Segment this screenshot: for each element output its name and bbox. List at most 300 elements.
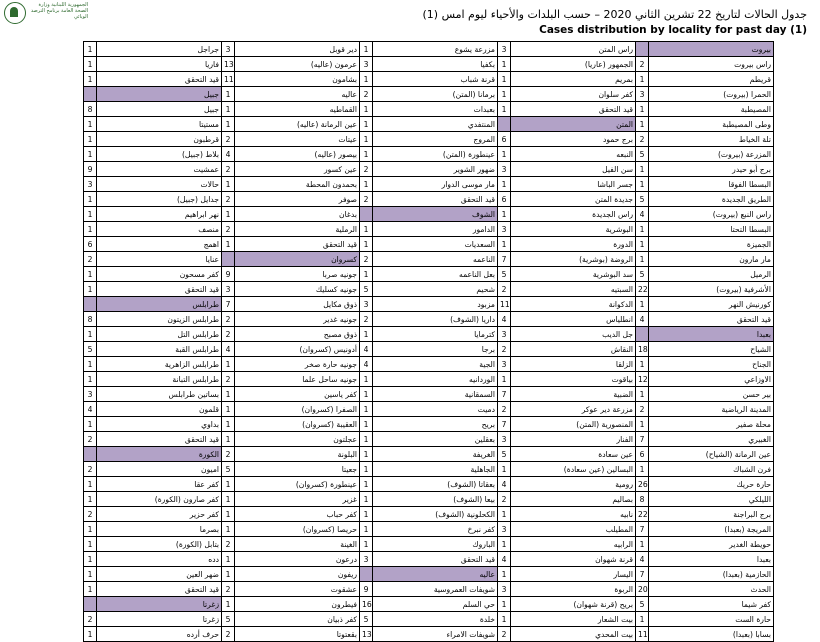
locality-name: الليلكي — [649, 492, 774, 507]
locality-name: قيد التحقق — [511, 102, 636, 117]
table-row — [84, 507, 774, 522]
case-count: 3 — [636, 87, 649, 102]
case-count: 3 — [222, 42, 235, 57]
locality-name: برج أبو حيدر — [649, 162, 774, 177]
case-count: 1 — [222, 387, 235, 402]
locality-name: الجاهلية — [373, 462, 498, 477]
case-count: 3 — [498, 357, 511, 372]
locality-name: الحمرا (بيروت) — [649, 87, 774, 102]
locality-name: بيت الشعار — [511, 612, 636, 627]
locality-name: جبيل — [97, 102, 222, 117]
case-count: 1 — [636, 417, 649, 432]
case-count: 1 — [636, 252, 649, 267]
case-count: 9 — [360, 582, 373, 597]
logo-text: الجمهورية اللبنانية وزارة الصحة العامة برنامج الترصد الوبائي — [30, 2, 88, 20]
case-count: 1 — [84, 72, 97, 87]
locality-name: بداوي — [97, 417, 222, 432]
case-count: 2 — [222, 627, 235, 642]
table-row — [84, 267, 774, 282]
case-count: 1 — [84, 267, 97, 282]
district-header: عاليه — [373, 567, 498, 582]
case-count: 1 — [360, 267, 373, 282]
locality-name: بمريم — [511, 72, 636, 87]
case-count: 1 — [360, 507, 373, 522]
case-count: 1 — [498, 612, 511, 627]
case-count: 20 — [636, 582, 649, 597]
locality-name: الشياح — [649, 342, 774, 357]
locality-name: بقعتوتا — [235, 627, 360, 642]
title-arabic: جدول الحالات لتاريخ 22 تشرين الثاني 2020 – حسب البلدات والأحياء ليوم امس (1) — [422, 8, 807, 21]
table-row — [84, 612, 774, 627]
district-header: الكورة — [97, 447, 222, 462]
case-count: 8 — [84, 312, 97, 327]
locality-name: راس المتن — [511, 42, 636, 57]
locality-name: بتابل (الكورة) — [97, 537, 222, 552]
table-row — [84, 192, 774, 207]
locality-name: دده — [97, 552, 222, 567]
table-row — [84, 117, 774, 132]
locality-name: عينطورة (كسروان) — [235, 477, 360, 492]
table-row — [84, 627, 774, 642]
locality-name: حارة الست — [649, 612, 774, 627]
case-count: 1 — [222, 522, 235, 537]
case-count: 1 — [222, 432, 235, 447]
case-count: 5 — [636, 267, 649, 282]
case-count: 2 — [360, 252, 373, 267]
case-count: 2 — [222, 222, 235, 237]
case-count: 4 — [636, 207, 649, 222]
locality-name: عين كسور — [235, 162, 360, 177]
case-count: 1 — [360, 447, 373, 462]
case-count: 1 — [360, 177, 373, 192]
locality-name: الرملية — [235, 222, 360, 237]
case-count: 1 — [360, 132, 373, 147]
locality-name: الأشرفية (بيروت) — [649, 282, 774, 297]
table-row — [84, 147, 774, 162]
locality-name: بسابا (بعبدا) — [649, 627, 774, 642]
case-count: 2 — [84, 612, 97, 627]
locality-name: كفر صارون (الكورة) — [97, 492, 222, 507]
locality-name: الغريفة — [373, 447, 498, 462]
case-count: 1 — [222, 402, 235, 417]
case-count: 2 — [498, 342, 511, 357]
locality-name: ضهور الشوير — [373, 162, 498, 177]
case-count: 2 — [360, 312, 373, 327]
case-count: 4 — [360, 357, 373, 372]
case-count: 5 — [360, 282, 373, 297]
case-count: 1 — [360, 387, 373, 402]
table-row — [84, 567, 774, 582]
case-count: 3 — [498, 327, 511, 342]
locality-name: الاوزاعي — [649, 372, 774, 387]
case-count: 5 — [636, 597, 649, 612]
locality-name: جل الديب — [511, 327, 636, 342]
case-count: 1 — [498, 57, 511, 72]
locality-name: سن الفيل — [511, 162, 636, 177]
locality-name: بصاليم — [511, 492, 636, 507]
case-count: 2 — [222, 372, 235, 387]
case-count: 1 — [84, 117, 97, 132]
locality-name: الحازمية (بعبدا) — [649, 567, 774, 582]
locality-name: ذوق مصبح — [235, 327, 360, 342]
case-count: 6 — [636, 447, 649, 462]
case-count: 5 — [222, 612, 235, 627]
district-header: الشوف — [373, 207, 498, 222]
locality-name: قيد التحقق — [97, 282, 222, 297]
case-count: 1 — [498, 462, 511, 477]
locality-name: طرابلس التل — [97, 327, 222, 342]
locality-name: بشامون — [235, 72, 360, 87]
locality-name: الجناح — [649, 357, 774, 372]
locality-name: بيصور (عاليه) — [235, 147, 360, 162]
case-count: 1 — [222, 552, 235, 567]
case-count: 1 — [498, 147, 511, 162]
case-count: 1 — [360, 147, 373, 162]
locality-name: قلمون — [97, 402, 222, 417]
case-count: 1 — [636, 72, 649, 87]
case-count: 1 — [84, 567, 97, 582]
locality-name: النقاش — [511, 342, 636, 357]
case-count: 2 — [360, 162, 373, 177]
locality-name: أدونيس (كسروان) — [235, 342, 360, 357]
case-count: 2 — [636, 132, 649, 147]
locality-name: برج البراجنة — [649, 507, 774, 522]
locality-name: جونيه حارة صخر — [235, 357, 360, 372]
case-count: 1 — [360, 237, 373, 252]
case-count: 2 — [222, 132, 235, 147]
case-count: 1 — [636, 462, 649, 477]
case-count: 3 — [498, 222, 511, 237]
locality-name: فاريا — [97, 57, 222, 72]
case-count: 22 — [636, 507, 649, 522]
case-count: 1 — [360, 477, 373, 492]
locality-name: الضبية — [511, 387, 636, 402]
locality-name: اميون — [97, 462, 222, 477]
locality-name: حريصا (كسروان) — [235, 522, 360, 537]
case-count: 1 — [360, 327, 373, 342]
locality-name: غزير — [235, 492, 360, 507]
locality-name: شويفات الامراء — [373, 627, 498, 642]
table-row — [84, 492, 774, 507]
locality-name: حارة حريك — [649, 477, 774, 492]
case-count: 7 — [636, 567, 649, 582]
case-count: 3 — [360, 297, 373, 312]
locality-name: اليسار — [511, 567, 636, 582]
case-count: 5 — [360, 612, 373, 627]
locality-name: برمانا (المتن) — [373, 87, 498, 102]
case-count: 1 — [498, 537, 511, 552]
case-count: 4 — [498, 552, 511, 567]
district-header: بيروت — [649, 42, 774, 57]
case-count: 1 — [222, 507, 235, 522]
case-count: 1 — [84, 282, 97, 297]
locality-name: بريح (قرنة شهوان) — [511, 597, 636, 612]
case-count: 1 — [84, 522, 97, 537]
case-count: 1 — [636, 237, 649, 252]
case-count: 3 — [84, 387, 97, 402]
locality-name: بير حسن — [649, 387, 774, 402]
case-count: 1 — [84, 627, 97, 642]
case-count: 1 — [222, 477, 235, 492]
case-count: 5 — [636, 147, 649, 162]
case-count: 3 — [498, 582, 511, 597]
case-count: 9 — [222, 267, 235, 282]
locality-name: كفر حباب — [235, 507, 360, 522]
case-count: 1 — [360, 117, 373, 132]
case-count: 11 — [636, 627, 649, 642]
case-count: 1 — [84, 552, 97, 567]
locality-name: راس الجديدة — [511, 207, 636, 222]
locality-name: صوفر — [235, 192, 360, 207]
locality-name: الناعمه — [373, 252, 498, 267]
case-count: 26 — [636, 477, 649, 492]
locality-name: قيد التحقق — [649, 312, 774, 327]
locality-name: كفر نبرخ — [373, 522, 498, 537]
locality-name: درعون — [235, 552, 360, 567]
table-row — [84, 312, 774, 327]
case-count: 1 — [222, 417, 235, 432]
table-row — [84, 597, 774, 612]
case-count: 1 — [636, 357, 649, 372]
locality-name: اهمج — [97, 237, 222, 252]
locality-name: ريفون — [235, 567, 360, 582]
locality-name: البسطا التحتا — [649, 222, 774, 237]
locality-name: عين الرمانة (الشياح) — [649, 447, 774, 462]
case-count: 1 — [636, 537, 649, 552]
case-count: 1 — [498, 102, 511, 117]
case-count: 7 — [498, 252, 511, 267]
locality-name: مستيتا — [97, 117, 222, 132]
locality-name: بلاط (جبيل) — [97, 147, 222, 162]
locality-name: الدورة — [511, 237, 636, 252]
locality-name: برجا — [373, 342, 498, 357]
table-row — [84, 342, 774, 357]
locality-name: بريح — [373, 417, 498, 432]
case-count: 1 — [360, 402, 373, 417]
case-count: 5 — [636, 192, 649, 207]
locality-name: دميت — [373, 402, 498, 417]
table-row — [84, 237, 774, 252]
table-row — [84, 552, 774, 567]
case-count — [84, 87, 97, 102]
case-count: 11 — [222, 72, 235, 87]
locality-name: الحدث — [649, 582, 774, 597]
case-count: 1 — [84, 147, 97, 162]
case-count: 5 — [84, 342, 97, 357]
case-count: 2 — [222, 582, 235, 597]
locality-name: جونيه غدير — [235, 312, 360, 327]
case-count: 3 — [498, 432, 511, 447]
locality-name: الرميل — [649, 267, 774, 282]
locality-name: شويفات العمروسية — [373, 582, 498, 597]
case-count: 2 — [222, 327, 235, 342]
case-count: 1 — [84, 132, 97, 147]
table-row — [84, 282, 774, 297]
locality-name: برج حمود — [511, 132, 636, 147]
locality-name: بحمدون المحطة — [235, 177, 360, 192]
locality-name: الرابيه — [511, 537, 636, 552]
locality-name: بياقوت — [511, 372, 636, 387]
case-count: 1 — [84, 372, 97, 387]
case-count: 2 — [222, 162, 235, 177]
ministry-logo — [4, 2, 88, 26]
locality-name: الطريق الجديدة — [649, 192, 774, 207]
case-count: 1 — [222, 567, 235, 582]
title-english: Cases distribution by locality for past day (1) — [539, 24, 807, 36]
table-row — [84, 357, 774, 372]
case-count: 1 — [84, 222, 97, 237]
case-count: 2 — [84, 252, 97, 267]
locality-name: راس بيروت — [649, 57, 774, 72]
case-count: 1 — [360, 102, 373, 117]
locality-name: مزرعة دير عوكر — [511, 402, 636, 417]
locality-name: البلونة — [235, 447, 360, 462]
locality-name: دير قوبل — [235, 42, 360, 57]
case-count: 13 — [360, 627, 373, 642]
case-count: 1 — [636, 162, 649, 177]
case-count — [84, 297, 97, 312]
case-count: 4 — [222, 147, 235, 162]
case-count — [636, 327, 649, 342]
district-header: كسروان — [235, 252, 360, 267]
case-count: 1 — [84, 537, 97, 552]
locality-name: مزرعة يشوع — [373, 42, 498, 57]
case-count — [84, 597, 97, 612]
locality-name: محلة صفير — [649, 417, 774, 432]
case-count: 1 — [498, 507, 511, 522]
locality-name: المنصورية (المتن) — [511, 417, 636, 432]
case-count: 5 — [498, 267, 511, 282]
locality-name: السبتيه — [511, 282, 636, 297]
locality-name: قيد التحقق — [97, 432, 222, 447]
case-count: 2 — [360, 192, 373, 207]
locality-name: نهر ابراهيم — [97, 207, 222, 222]
locality-name: بعقاتا (الشوف) — [373, 477, 498, 492]
locality-name: الصفرا (كسروان) — [235, 402, 360, 417]
table-row — [84, 402, 774, 417]
locality-name: الربوة — [511, 582, 636, 597]
locality-name: المريجة (بعبدا) — [649, 522, 774, 537]
case-count: 12 — [636, 372, 649, 387]
case-count: 1 — [360, 72, 373, 87]
cases-table — [83, 41, 774, 642]
locality-name: عاليه — [235, 87, 360, 102]
case-count: 7 — [498, 387, 511, 402]
case-count: 1 — [84, 192, 97, 207]
locality-name: كفر شيما — [649, 597, 774, 612]
table-row — [84, 522, 774, 537]
locality-name: جعيتا — [235, 462, 360, 477]
case-count: 2 — [498, 492, 511, 507]
table-row — [84, 87, 774, 102]
locality-name: البسالين (عين سعادة) — [511, 462, 636, 477]
case-count: 1 — [498, 567, 511, 582]
locality-name: فرن الشباك — [649, 462, 774, 477]
table-row — [84, 462, 774, 477]
table-row — [84, 537, 774, 552]
locality-name: بعبدات — [373, 102, 498, 117]
district-header: المتن — [511, 117, 636, 132]
locality-name: الغبيري — [649, 432, 774, 447]
case-count: 16 — [360, 597, 373, 612]
case-count: 2 — [360, 87, 373, 102]
locality-name: بكفيا — [373, 57, 498, 72]
table-row — [84, 582, 774, 597]
locality-name: كفر ذبيان — [235, 612, 360, 627]
locality-name: منصف — [97, 222, 222, 237]
table-row — [84, 177, 774, 192]
case-count: 1 — [84, 417, 97, 432]
locality-name: قرنة شباب — [373, 72, 498, 87]
cases-table-body — [84, 42, 774, 642]
case-count: 1 — [360, 492, 373, 507]
locality-name: جونيه ساحل علما — [235, 372, 360, 387]
case-count: 1 — [636, 387, 649, 402]
table-row — [84, 132, 774, 147]
case-count: 2 — [84, 432, 97, 447]
case-count: 2 — [636, 57, 649, 72]
locality-name: الجميزة — [649, 237, 774, 252]
locality-name: جونيه صربا — [235, 267, 360, 282]
locality-name: داريا (الشوف) — [373, 312, 498, 327]
locality-name: بساتين طرابلس — [97, 387, 222, 402]
case-count: 2 — [498, 627, 511, 642]
case-count: 4 — [636, 552, 649, 567]
case-count: 1 — [498, 87, 511, 102]
case-count: 2 — [498, 282, 511, 297]
locality-name: قرطبون — [97, 132, 222, 147]
case-count: 1 — [222, 237, 235, 252]
locality-name: بيت المحدي — [511, 627, 636, 642]
locality-name: المصيطبة — [649, 102, 774, 117]
locality-name: نابيه — [511, 507, 636, 522]
locality-name: مزبود — [373, 297, 498, 312]
case-count: 1 — [222, 492, 235, 507]
case-count: 5 — [222, 462, 235, 477]
case-count: 8 — [84, 102, 97, 117]
case-count: 1 — [84, 492, 97, 507]
locality-name: كفر مسحون — [97, 267, 222, 282]
locality-name: الكحلونية (الشوف) — [373, 507, 498, 522]
case-count: 7 — [636, 432, 649, 447]
table-row — [84, 417, 774, 432]
case-count: 4 — [498, 312, 511, 327]
locality-name: القماطيه — [235, 102, 360, 117]
case-count: 1 — [222, 357, 235, 372]
case-count: 2 — [636, 402, 649, 417]
table-row — [84, 297, 774, 312]
locality-name: مار موسى الدوار — [373, 177, 498, 192]
table-row — [84, 252, 774, 267]
case-count: 8 — [636, 492, 649, 507]
case-count: 4 — [360, 342, 373, 357]
locality-name: طرابلس القبة — [97, 342, 222, 357]
locality-name: العقيبة (كسروان) — [235, 417, 360, 432]
case-count: 1 — [84, 582, 97, 597]
locality-name: السعديات — [373, 237, 498, 252]
table-row — [84, 477, 774, 492]
locality-name: عنايا — [97, 252, 222, 267]
case-count: 1 — [498, 72, 511, 87]
locality-name: بصرما — [97, 522, 222, 537]
locality-name: كترمايا — [373, 327, 498, 342]
locality-name: عيتات — [235, 132, 360, 147]
district-header: زغرتا — [97, 597, 222, 612]
locality-name: جراجل — [97, 42, 222, 57]
locality-name: الباروك — [373, 537, 498, 552]
case-count: 6 — [498, 132, 511, 147]
locality-name: الوردانيه — [373, 372, 498, 387]
